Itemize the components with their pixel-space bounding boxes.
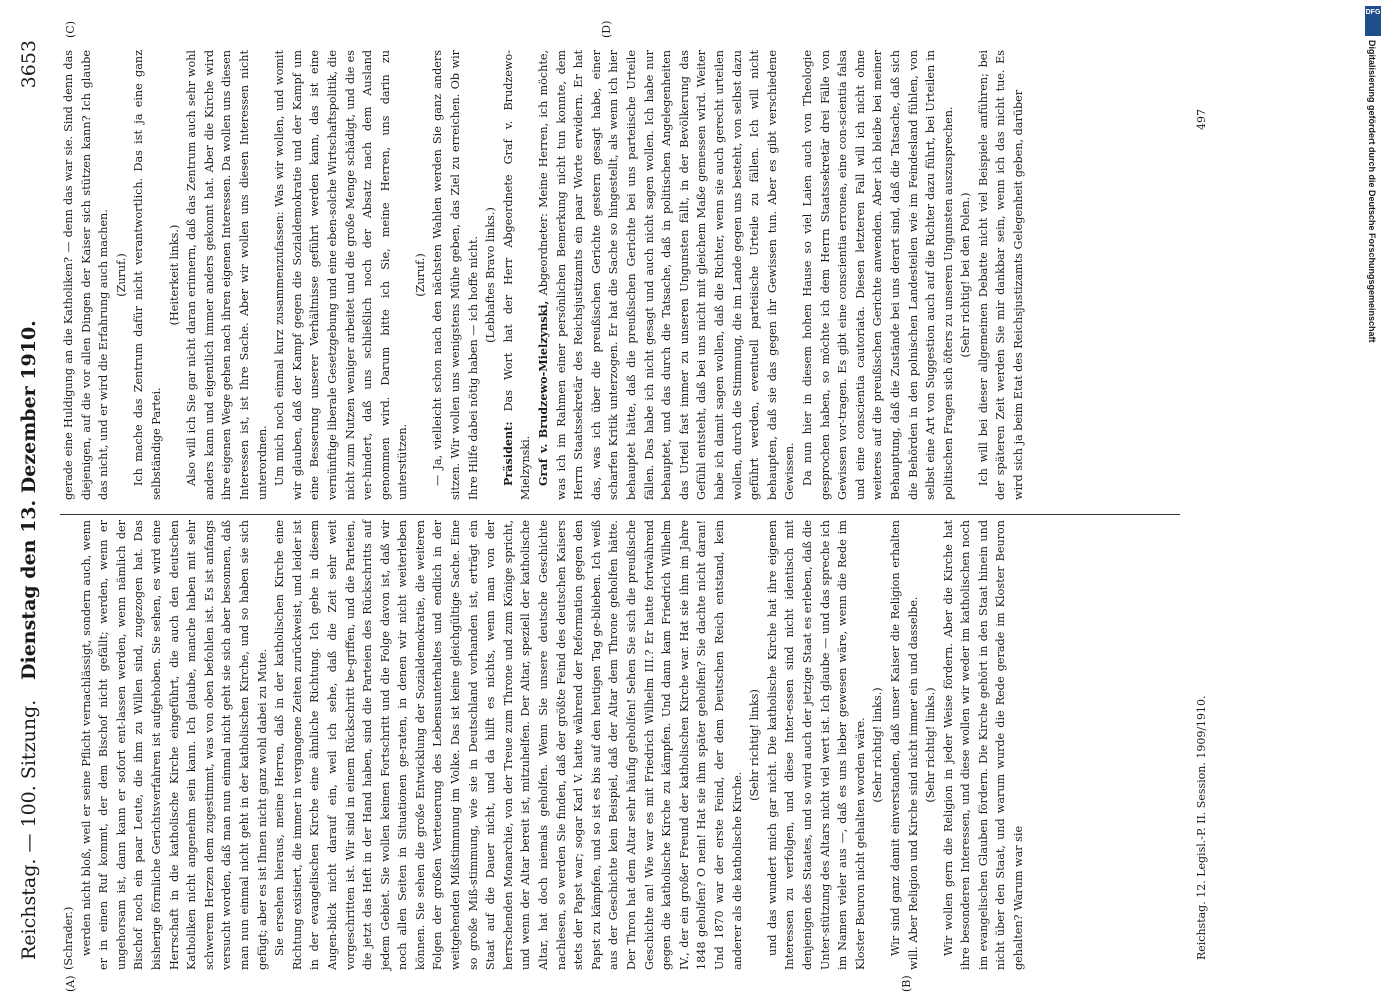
credit-text: Digitalisierung gefördert durch die Deutsche Forschungsgemeinschaft xyxy=(1367,40,1377,343)
interjection: (Zuruf.) xyxy=(413,253,427,297)
interjection: (Sehr richtig! links.) xyxy=(924,687,938,803)
paragraph: Da nun hier in diesem hohen Hause so viel Laien auch von Theologie gesprochen haben, so möchte ich dem Herrn Staatssekretär drei Fälle von Gewissen vor-tragen. Es gibt eine conscientia erronea, eine con-scientia falsa und eine conscientia cautoriata. Diesen letzteren Fall will ich nicht ohne weiteres auf die preußischen Gerichte anwenden. Aber ich bleibe bei meiner Behauptung, daß die Zustände bei uns derart sind, daß die Tatsache, daß sich die Behörden in den polnischen Landesteilen wie im Feindesland fühlen, von selbst eine Art von Suggestion auch auf die Richter dazu führt, bei Urteilen in politischen Fragen sich öfters zu unseren Ungunsten auszusprechen. xyxy=(800,50,955,500)
paragraph: (Schrader.) xyxy=(62,906,75,970)
paragraph: werden nicht bloß, weil er seine Pflicht vernachlässigt, sondern auch, wenn er in einen Ruf kommt, der dem Bischof nicht gefällt; werden, wenn er ungehorsam ist, dann kann er sofort ent-lassen werden, wenn nämlich der Bischof noch ein paar Leute, die ihm zu Willen sind, zugezogen hat. Das bisherige förmliche Gerichtsverfahren ist aufgehoben. Sie sehen, es wird eine Herrschaft in die katholische Kirche eingeführt, die auch den deutschen Katholiken nicht angenehm sein kann. Ich glaube, manche haben mit sehr schwerem Herzen dem zugestimmt, was von oben befohlen ist. Es ist anfangs versucht worden, daß man nun einmal nicht geht sie sich aber besonnen, daß man nun einmal nicht geht in der katholischen Kirche, und so haben sie sich gefügt; aber es ist Ihnen nicht ganz wohl dabei zu Mute. xyxy=(79,520,269,970)
dfg-logo: DFG xyxy=(1365,6,1381,36)
speech-text: Abgeordneter: Meine Herren, ich möchte, was ich im Rahmen einer persönlichen Bemerkung nicht tun konnte, dem Herrn Staatssekretär des Reichsjustizamts ein paar Worte erwidern. Er hat das, was ich über die preußischen Gerichte gestern gesagt habe, einer scharfen Kritik unterzogen. Er hat die Sache so hingestellt, als wenn ich hier behauptet hätte, daß die preußischen Gerichte bei uns parteiische Urteile fällen. Das habe ich nicht gesagt und auch nicht sagen wollen. Ich habe nur behauptet, und das durch die Tatsache, daß in politischen Angelegenheiten das Urteil fast immer zu unseren Ungunsten fällt, in der Bevölkerung das Gefühl entsteht, daß bei uns nicht mit gleichem Maße gemessen wird. Weiter habe ich damit sagen wollen, daß die Richter, wenn sie auch gerecht urteilen wollen, durch die Stimmung, die im Lande gegen uns besteht, von selbst dazu geführt werden, eventuell parteiische Urteile zu fällen. Ich will nicht behaupten, daß sie das gegen ihr Gewissen tun. Aber es gibt verschiedene Gewissen. xyxy=(537,50,797,500)
paragraph: Sie ersehen hieraus, meine Herren, daß in der katholischen Kirche eine Richtung existiert, die immer in vergangene Zeiten zurückweist, und leider ist in der evangelischen Kirche eine ähnliche Richtung. Ich gehe in diesem Augen-blick nicht darauf ein, weil ich sehe, daß die Zeit sehr weit vorgeschritten ist. Wir sind in einem Rückschritt be-griffen, und die Parteien, die jetzt das Heft in der Hand haben, sind die Parteien des Rückschritts auf jedem Gebiet. Sie wollen keinen Fortschritt und die Folge davon ist, daß wir noch allen Seiten in Situationen ge-raten, in denen wir nicht weiterleben können. Sie sehen die große Entwicklung der Sozialdemokratie, die weiteren Folgen der großen Verteuerung des Lebensunterhaltes und endlich in der weitgehenden Mißstimmung im Volke. Das ist keine gleichgültige Sache. Eine so große Miß-stimmung, wie sie in Deutschland vorhanden ist, erträgt ein Staat auf die Dauer nicht, und da hilft es nichts, wenn man von der herrschenden Monarchie, von der Treue zum Throne und zum Könige spricht, und wenn der Altar bereit ist, mitzuhelfen. Der Altar, speziell der katholische Altar, hat doch niemals geholfen. Wenn Sie unsere deutsche Geschichte nachlesen, so werden Sie finden, daß der größte Feind des deutschen Kaisers stets der Papst war; sogar Karl V. hatte während der Reformation gegen den Papst zu kämpfen, und so ist es bis auf den heutigen Tag ge-blieben. Ich weiß aus der Geschichte kein Beispiel, daß der Altar dem Throne geholfen hätte. Der Thron hat dem Altar sehr häufig geholfen! Sehen Sie sich die preußische Geschichte an! Wie war es mit Friedrich Wilhelm III.? Er hatte fortwährend gegen die katholische Kirche zu kämpfen. Und dann kam Friedrich Wilhelm IV., der ein großer Freund der katholischen Kirche war. Hat sie ihm im Jahre 1848 geholfen? O nein! Hat sie ihm später geholfen? Sie dachte nicht daran! Und 1870 war der erste Feind, der dem Deutschen Reich entstand, kein anderer als die katholische Kirche. xyxy=(273,520,744,970)
interjection: (Sehr richtig! links.) xyxy=(871,687,885,803)
paragraph: gerade eine Huldigung an die Katholiken? — denn das war sie. Sind denn das diejenigen, auf die vor allen Dingen der Kaiser sich stützen kann? Ich glaube das nicht, und er wird die Erfahrung auch machen. xyxy=(62,50,111,500)
paragraph: und das wundert mich gar nicht. Die katholische Kirche hat ihre eigenen Interessen zu verfolgen, und diese Inter-essen sind nicht identisch mit denjenigen des Staates, und so wird auch der jetzige Staat es erleben, daß die Unter-stützung des Altars nicht viel wert ist. Ich glaube — und das spreche ich im Namen vieler aus —, daß es uns lieber gewesen wäre, wenn die Rede im Kloster Beuron nicht gehalten worden wäre. xyxy=(765,520,867,970)
header-page-number: 3653 xyxy=(18,40,40,89)
paragraph: Wir sind ganz damit einverstanden, daß unser Kaiser die Religion erhalten will. Aber Religion und Kirche sind nicht immer ein und dasselbe. xyxy=(888,520,920,970)
paragraph: Wir wollen gern die Religion in jeder Weise fördern. Aber die Kirche hat ihre besonderen Interessen, und diese wollen wir weder im katholischen noch im evangelischen Glauben fördern. Die Kirche gehört in den Staat hinein und nicht über den Staat, und warum wurde die Rede gerade im Kloster Beuron gehalten? Warum war sie xyxy=(941,520,1026,970)
paragraph: Ich mache das Zentrum dafür nicht verantwortlich. Das ist ja eine ganz selbständige Partei. xyxy=(132,50,163,500)
marker-b: (B) xyxy=(900,975,913,992)
marker-d: (D) xyxy=(600,20,613,38)
speaker-name: Präsident: xyxy=(500,421,515,486)
marker-c: (C) xyxy=(64,21,77,38)
speaker-name: Graf v. Brudzewo-Mielzynski, xyxy=(536,300,551,486)
page-header xyxy=(10,40,50,960)
digitization-credit xyxy=(1365,40,1379,960)
speech-text: Das Wort hat der Herr Abgeordnete Graf v. Brudzewo-Mielzynski. xyxy=(501,50,533,500)
interjection: (Zuruf.) xyxy=(114,253,128,297)
interjection: (Heiterkeit links.) xyxy=(167,224,181,326)
speaker-paragraph xyxy=(500,50,535,500)
header-left: Reichstag. — 100. Sitzung. xyxy=(18,699,40,960)
column-divider xyxy=(60,514,1180,515)
footer-source: Reichstag. 12. Legisl.-P. II. Session. 1909/1910. xyxy=(1195,695,1208,960)
footer-page-number: 497 xyxy=(1195,109,1208,130)
interjection: (Lebhaftes Bravo links.) xyxy=(484,207,498,343)
interjection: (Sehr richtig! bei den Polen.) xyxy=(959,192,973,358)
paragraph: Um mich noch einmal kurz zusammenzufassen: Was wir wollen, und womit wir glauben, daß der Kampf gegen die Sozialdemokratie und der Kampf um eine Besserung unserer Verhältnisse geführt werden kann, das ist eine vernünftige liberale Gesetzgebung und eine eben-solche Wirtschaftspolitik, die nicht zum Nutzen weniger arbeitet und die große Menge schädigt, und die es ver-hindert, daß uns schließlich noch der Absatz nach dem Ausland genommen wird. Darum bitte ich Sie, meine Herren, uns darin zu unterstützen. xyxy=(273,50,410,500)
paragraph: Ich will bei dieser allgemeinen Debatte nicht viel Beispiele anführen; bei der späteren Zeit werden Sie mir dankbar sein, wenn ich das nicht tue. Es wird sich ja beim Etat des Reichsjustizamts Gelegenheit geben, darüber xyxy=(976,50,1026,500)
interjection: (Sehr richtig! links) xyxy=(748,689,762,801)
marker-a: (A) xyxy=(64,975,77,992)
left-column xyxy=(60,520,1028,970)
paragraph: — Ja, vielleicht schon nach den nächsten Wahlen werden Sie ganz anders sitzen. Wir wollen uns wenigstens Mühe geben, das Ziel zu erreichen. Ob wir Ihre Hilfe dabei nötig haben — ich hoffe nicht. xyxy=(431,50,480,500)
speaker-paragraph xyxy=(535,50,799,500)
header-date: Dienstag den 13. Dezember 1910. xyxy=(18,320,40,680)
right-column xyxy=(60,50,1028,500)
paragraph: Also will ich Sie gar nicht daran erinnern, daß das Zentrum auch sehr wohl anders kann und eigentlich immer anders gekonnt hat. Aber die Kirche wird ihre eigenen Wege gehen nach ihren eigenen Interessen. Da wollen uns diesen Interessen ist, ist Ihre Sache. Aber wir wollen uns diesen Interessen nicht unterordnen. xyxy=(185,50,269,500)
